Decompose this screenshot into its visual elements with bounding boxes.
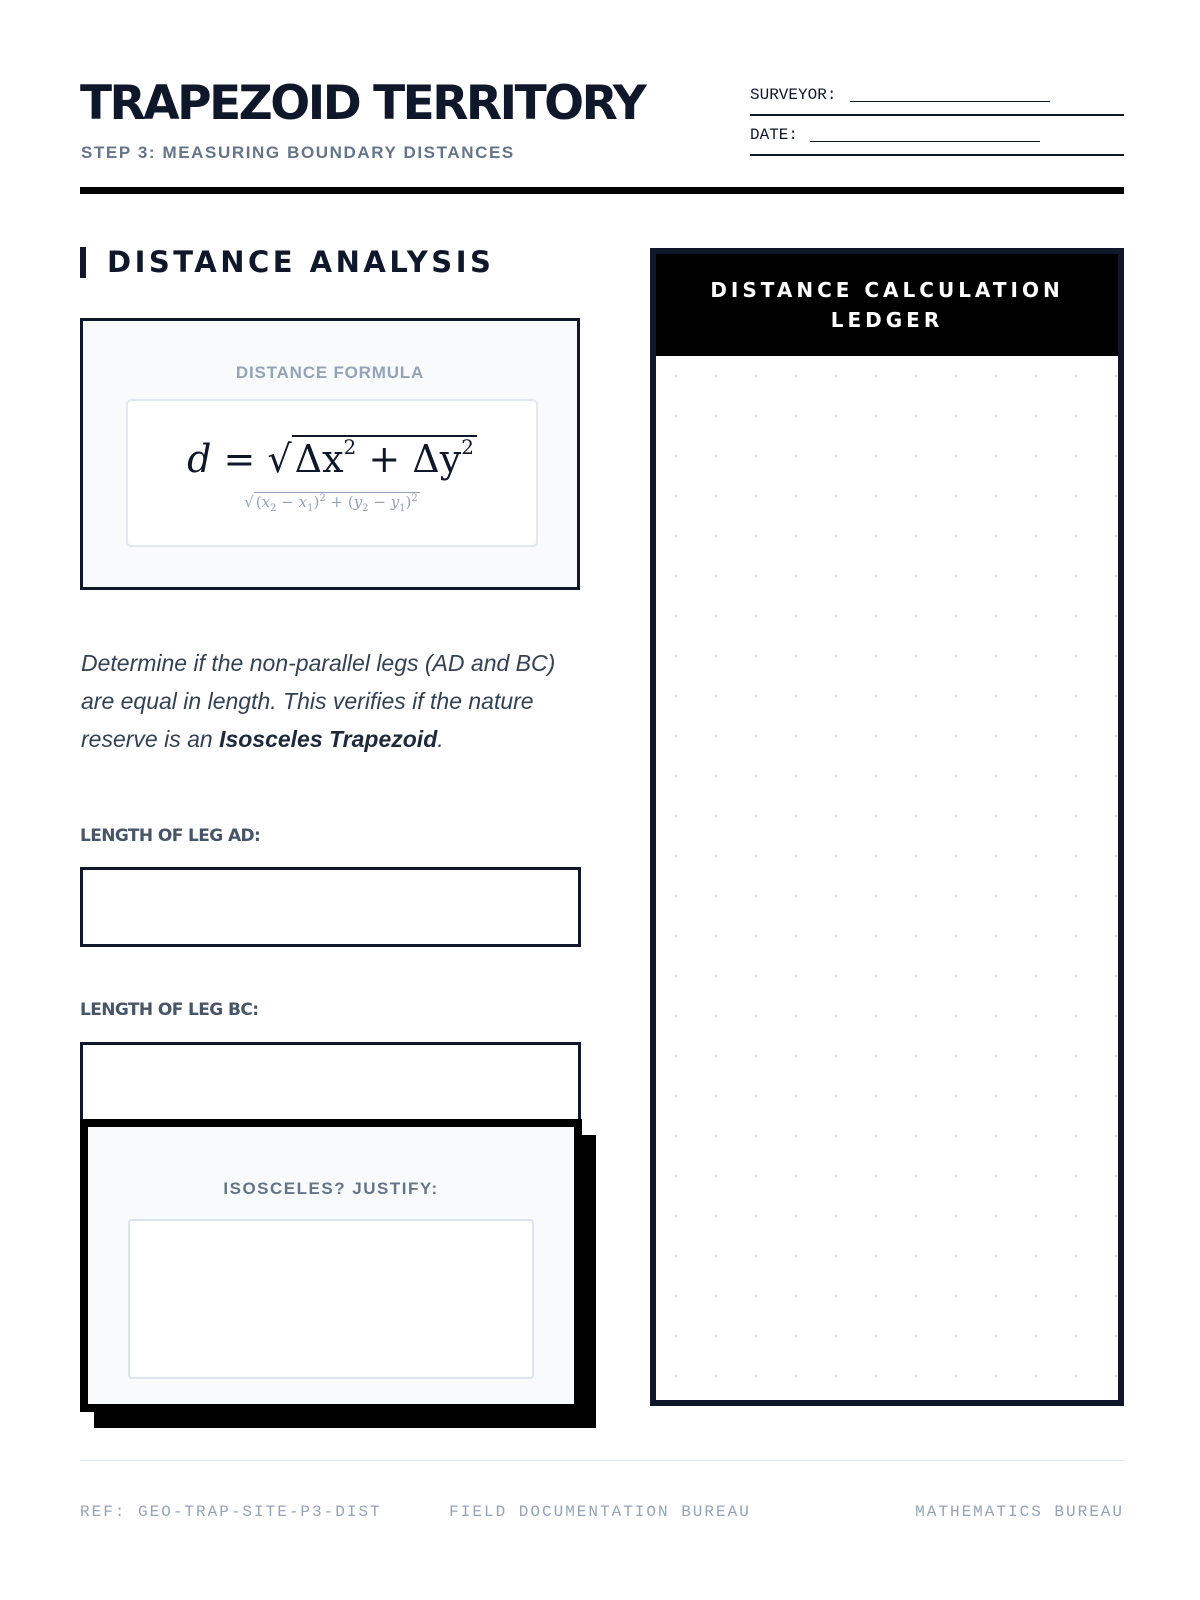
expanded-radicand: $(x_2 - x_1)^2 + (y_2 - y_1)^2$ [255,493,418,514]
expanded-x1: x [298,493,308,511]
expanded-y1: y [390,493,400,511]
sub-1: 1 [307,503,314,514]
formula-display [126,399,538,547]
formula-plus: + [368,437,401,481]
minus-sign: − [281,493,294,511]
expanded-root-symbol: √ [244,493,254,511]
isosceles-label: ISOSCELES? JUSTIFY: [223,1179,439,1198]
leg-ad-label: LENGTH OF LEG AD: [80,826,261,846]
section-title: DISTANCE ANALYSIS [107,245,495,279]
exp-2: 2 [319,493,326,504]
formula-card [80,318,580,590]
footer-divider [80,1460,1124,1461]
leg-bc-answer-box[interactable] [80,1042,581,1122]
instructions-text [81,644,571,758]
distance-formula [128,421,536,485]
surveyor-field[interactable] [750,76,1124,116]
square-root-symbol: √ [267,437,292,481]
formula-label: DISTANCE FORMULA [235,363,425,382]
instructions-emphasis: Isosceles Trapezoid [219,726,438,752]
instructions-end: . [437,726,444,752]
leg-ad-answer-box[interactable] [80,867,581,947]
surveyor-label: SURVEYOR: [750,86,837,104]
sub-2: 2 [362,503,369,514]
formula-lhs: d [187,437,212,481]
page-subtitle: STEP 3: MEASURING BOUNDARY DISTANCES [81,143,515,162]
delta-y-exponent: 2 [461,435,474,459]
date-label: DATE: [750,126,799,144]
footer-reference: REF: GEO-TRAP-SITE-P3-DIST [80,1503,382,1521]
footer-right: MATHEMATICS BUREAU [915,1503,1124,1521]
expanded-y2: y [353,493,363,511]
formula-radicand [292,435,477,481]
section-accent-bar [80,247,86,278]
minus-sign: − [373,493,386,511]
isosceles-card [80,1119,582,1412]
footer-center: FIELD DOCUMENTATION BUREAU [449,1503,751,1521]
calculation-ledger [650,248,1124,1406]
exp-2: 2 [411,493,418,504]
expanded-formula [128,493,536,514]
sub-1: 1 [399,503,406,514]
ledger-title: DISTANCE CALCULATION LEDGER [710,278,1064,332]
instructions-body: Determine if the non-parallel legs (AD and BC) are equal in length. This verifies if the nature reserve is an [81,650,556,752]
sub-2: 2 [270,503,277,514]
ledger-dot-grid-area[interactable] [656,356,1118,1400]
delta-x: Δx [294,437,344,481]
header-divider [80,187,1124,194]
formula-equals: = [223,437,256,481]
isosceles-justification-box[interactable] [128,1219,534,1379]
page-title: TRAPEZOID TERRITORY [80,76,645,131]
delta-y: Δy [412,437,462,481]
date-blank-line[interactable] [810,141,1040,142]
plus-sign: + [330,493,344,511]
delta-x-exponent: 2 [343,435,357,459]
date-field[interactable] [750,116,1124,156]
expanded-x2: x [261,493,271,511]
ledger-header [656,254,1118,356]
leg-bc-label: LENGTH OF LEG BC: [80,1000,259,1020]
surveyor-blank-line[interactable] [850,101,1050,102]
